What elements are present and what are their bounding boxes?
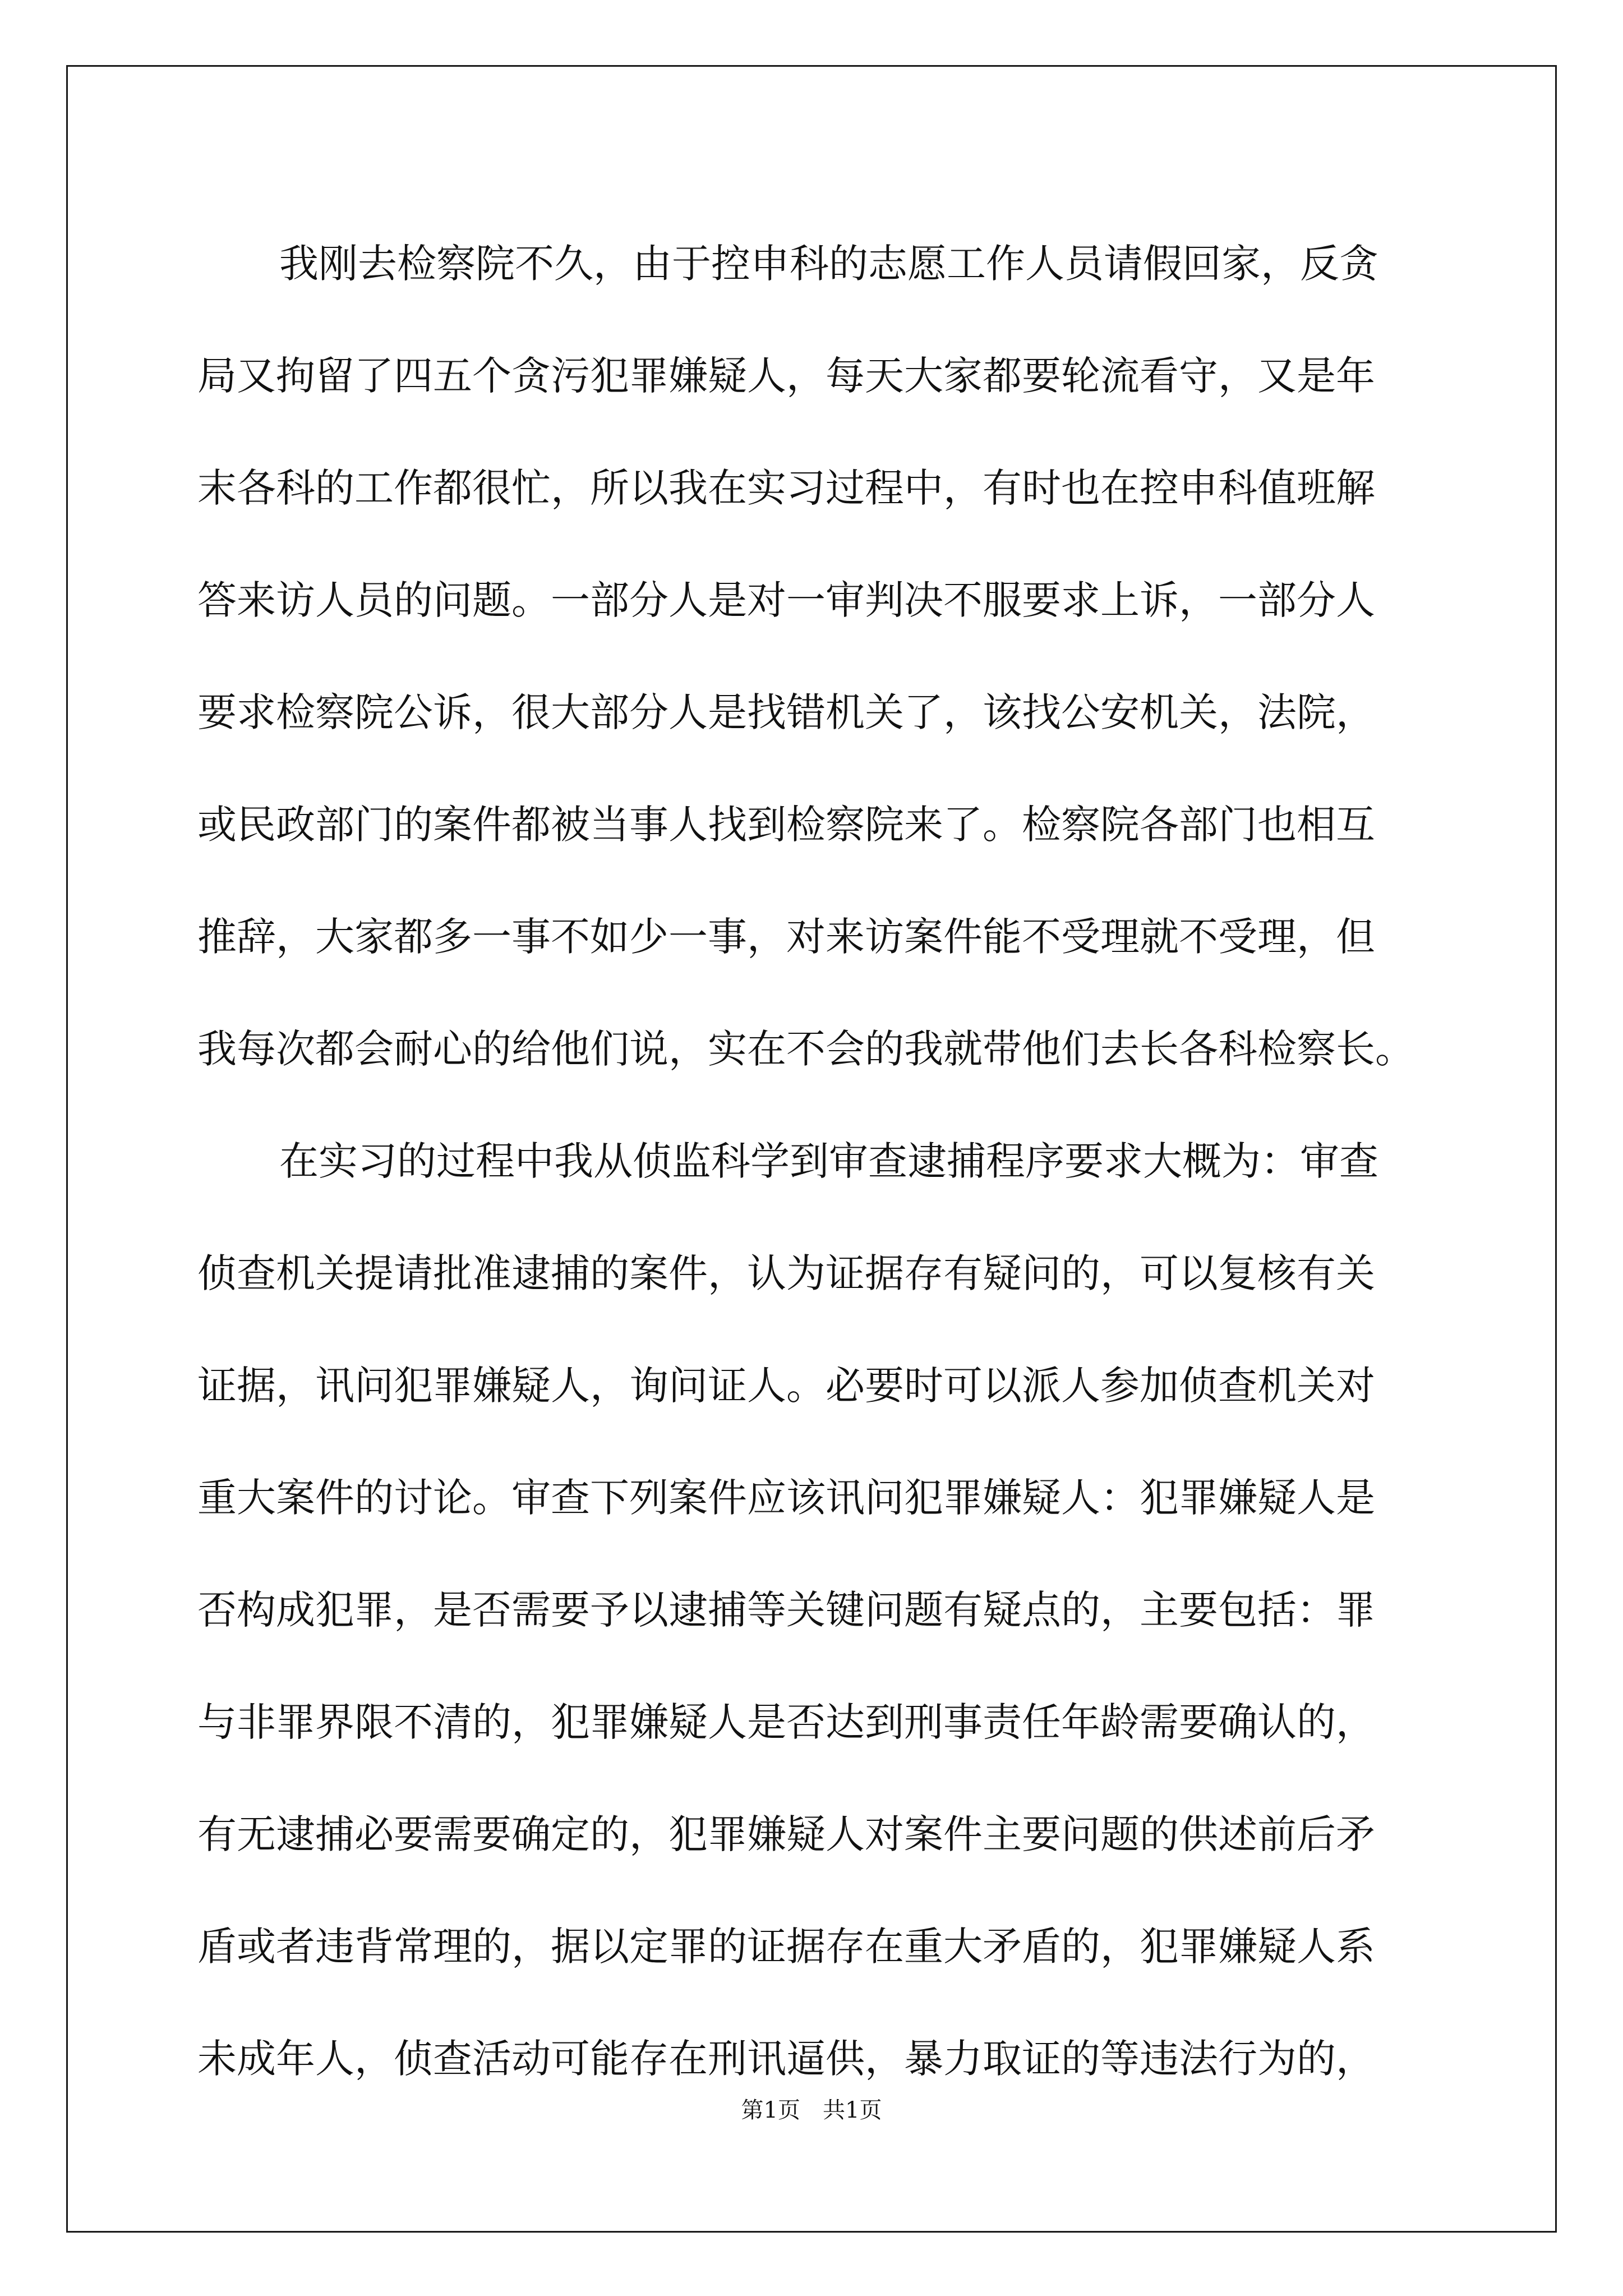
paragraph-line: 否构成犯罪，是否需要予以逮捕等关键问题有疑点的，主要包括：罪 [197, 1587, 1375, 1633]
paragraph-line: 侦查机关提请批准逮捕的案件，认为证据存有疑问的，可以复核有关 [197, 1250, 1375, 1296]
page-number: 第1页 [741, 2097, 800, 2123]
paragraph-line: 要求检察院公诉，很大部分人是找错机关了，该找公安机关，法院， [197, 689, 1375, 735]
page-footer [0, 2092, 1623, 2124]
paragraph-1 [197, 208, 1431, 1105]
paragraph-2 [197, 1105, 1431, 2115]
paragraph-line: 重大案件的讨论。审查下列案件应该讯问犯罪嫌疑人：犯罪嫌疑人是 [197, 1475, 1375, 1521]
paragraph-line: 局又拘留了四五个贪污犯罪嫌疑人，每天大家都要轮流看守，又是年 [197, 353, 1375, 399]
paragraph-line: 答来访人员的问题。一部分人是对一审判决不服要求上诉，一部分人 [197, 577, 1375, 623]
paragraph-line: 末各科的工作都很忙，所以我在实习过程中，有时也在控申科值班解 [197, 465, 1375, 511]
page-total: 共1页 [823, 2097, 882, 2123]
paragraph-line: 与非罪界限不清的，犯罪嫌疑人是否达到刑事责任年龄需要确认的， [197, 1699, 1375, 1745]
paragraph-line: 有无逮捕必要需要确定的，犯罪嫌疑人对案件主要问题的供述前后矛 [197, 1811, 1375, 1857]
paragraph-line: 我刚去检察院不久，由于控申科的志愿工作人员请假回家，反贪 [279, 241, 1378, 287]
paragraph-line: 盾或者违背常理的，据以定罪的证据存在重大矛盾的，犯罪嫌疑人系 [197, 1924, 1375, 1970]
paragraph-line: 未成年人，侦查活动可能存在刑讯逼供，暴力取证的等违法行为的， [197, 2036, 1375, 2082]
paragraph-line: 在实习的过程中我从侦监科学到审查逮捕程序要求大概为：审查 [279, 1138, 1378, 1184]
paragraph-line: 证据，讯问犯罪嫌疑人，询问证人。必要时可以派人参加侦查机关对 [197, 1363, 1375, 1409]
document-body [197, 208, 1431, 2115]
paragraph-line: 推辞，大家都多一事不如少一事，对来访案件能不受理就不受理，但 [197, 914, 1375, 960]
paragraph-line: 我每次都会耐心的给他们说，实在不会的我就带他们去长各科检察长。 [197, 1026, 1414, 1072]
paragraph-line: 或民政部门的案件都被当事人找到检察院来了。检察院各部门也相互 [197, 802, 1375, 848]
